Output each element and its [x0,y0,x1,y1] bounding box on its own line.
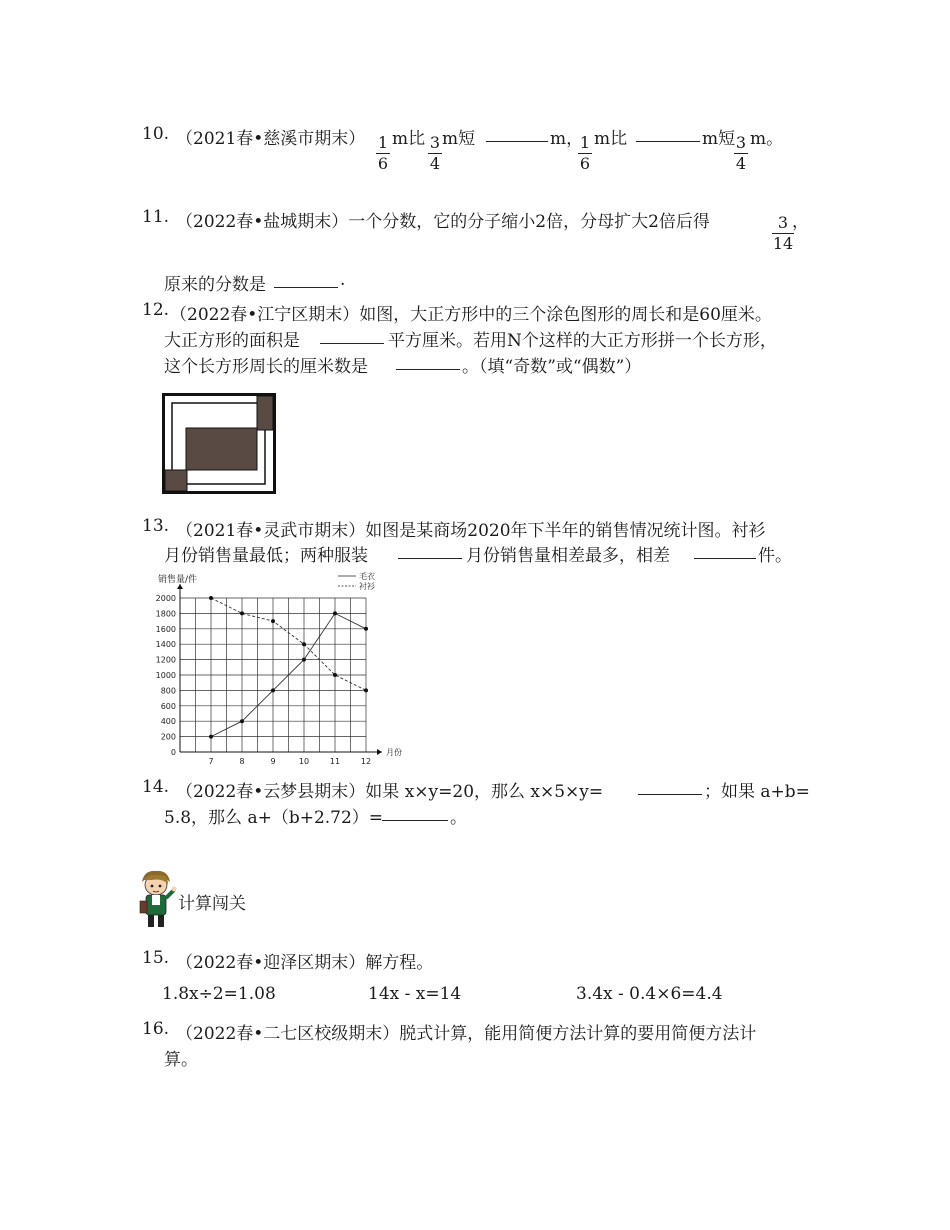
q13-number: 13. [142,516,170,536]
data-point-毛衣 [333,611,337,615]
q11-text-line1: （2022春•盐城期末）一个分数，它的分子缩小2倍，分母扩大2倍后得 [176,212,710,232]
q13-text-line2b: 月份销售量相差最多，相差 [466,546,670,566]
legend-label: 衬衫 [359,582,375,591]
q12-answer-blank-2[interactable] [396,355,460,370]
q14-answer-blank-1[interactable] [638,780,702,795]
q14-answer-blank-2[interactable] [382,806,448,821]
q15-equation-3: 3.4x - 0.4×6=4.4 [576,984,723,1004]
x-axis-arrow [377,749,382,755]
q10-fraction-1: 1 6 [377,133,389,173]
q16-text-line1: （2022春•二七区校级期末）脱式计算，能用简便方法计算的要用简便方法计 [176,1024,757,1044]
q14-text-line2a: 5.8，那么 a+（b+2.72）= [164,808,384,828]
q10-text: m。 [750,129,784,149]
y-tick-label: 1200 [156,655,176,665]
q14-text-line1a: （2022春•云梦县期末）如果 x×y=20，那么 x×5×y= [176,782,604,802]
q11-comma: ， [792,212,809,232]
bottom-left-shaded-square [165,470,187,491]
q11-fraction: 3 14 [772,213,794,253]
y-tick-label: 1400 [156,640,176,650]
legend-label: 毛衣 [359,572,375,581]
q13-answer-blank-1[interactable] [398,544,462,559]
q14-number: 14. [142,777,170,797]
q15-equation-2: 14x - x=14 [368,984,462,1004]
q12-text-line2a: 大正方形的面积是 [164,331,300,351]
x-tick-label: 7 [208,757,214,766]
q12-text-line1: （2022春•江宁区期末）如图，大正方形中的三个涂色图形的周长和是60厘米。 [170,305,772,325]
data-point-毛衣 [364,627,368,631]
y-tick-label: 1800 [156,609,176,619]
q14-text-line1b: ；如果 a+b= [704,782,810,802]
q13-text-line2a: 月份销售量最低；两种服装 [164,546,368,566]
q11-number: 11. [142,207,170,227]
y-axis-label: 销售量/件 [158,575,198,585]
q10-number: 10. [142,124,170,144]
q10-text: m比 [594,129,628,149]
x-axis-label: 月份 [386,748,402,757]
data-point-衬衫 [271,619,275,623]
cartoon-boy-icon [134,868,178,930]
q12-text-line3a: 这个长方形周长的厘米数是 [164,357,368,377]
y-tick-label: 200 [160,732,176,742]
x-tick-label: 8 [239,757,245,766]
q10-fraction-3: 1 6 [579,133,591,173]
q10-text: m， [550,129,584,149]
section-title: 计算闯关 [178,894,246,914]
q16-number: 16. [142,1019,170,1039]
data-point-衬衫 [364,688,368,692]
q16-text-line2: 算。 [164,1050,198,1070]
x-tick-label: 12 [360,757,372,766]
top-right-shaded-square [257,396,273,430]
q10-text: m比 [392,129,426,149]
q13-text-line1: （2021春•灵武市期末）如图是某商场2020年下半年的销售情况统计图。衬衫 [176,521,766,541]
x-tick-label: 11 [329,757,341,766]
q15-equation-1: 1.8x÷2=1.08 [162,984,276,1004]
q15-number: 15. [142,948,170,968]
q13-answer-blank-2[interactable] [694,544,756,559]
data-point-衬衫 [240,611,244,615]
y-tick-label: 2000 [156,594,176,603]
data-point-毛衣 [302,658,306,662]
y-tick-label: 400 [160,717,176,727]
q11-answer-blank[interactable] [274,273,338,288]
q13-text-line2c: 件。 [758,546,792,566]
q12-text-line2b: 平方厘米。若用N个这样的大正方形拼一个长方形， [388,331,777,351]
y-tick-label: 800 [160,686,176,696]
data-point-衬衫 [333,673,337,677]
q10-text: m短 [442,129,476,149]
q12-answer-blank-1[interactable] [320,329,384,344]
q10-fraction-2: 3 4 [429,133,441,173]
q15-text: （2022春•迎泽区期末）解方程。 [176,953,434,973]
q13-sales-line-chart [156,570,412,766]
x-tick-label: 10 [298,757,310,766]
middle-shaded-rectangle [186,428,257,470]
q12-text-line3b: 。（填“奇数”或“偶数”） [462,357,642,377]
data-point-衬衫 [209,596,213,600]
y-tick-label: 0 [170,748,176,757]
x-tick-label: 9 [270,757,276,766]
q10-source: （2021春•慈溪市期末） [176,129,366,149]
q12-number: 12. [142,300,170,320]
data-point-毛衣 [209,735,213,739]
q11-end: . [340,270,346,290]
q10-answer-blank-1[interactable] [486,127,548,142]
y-tick-label: 1600 [156,624,176,634]
q10-fraction-4: 3 4 [735,133,747,173]
q12-square-figure [162,393,276,495]
q11-text-line2: 原来的分数是 [164,275,266,295]
data-point-衬衫 [302,642,306,646]
data-point-毛衣 [240,719,244,723]
y-tick-label: 600 [160,701,176,711]
q10-answer-blank-2[interactable] [636,127,700,142]
data-point-毛衣 [271,688,275,692]
q14-text-line2b: 。 [450,808,467,828]
q10-text: m短 [702,129,736,149]
y-tick-label: 1000 [156,671,176,680]
